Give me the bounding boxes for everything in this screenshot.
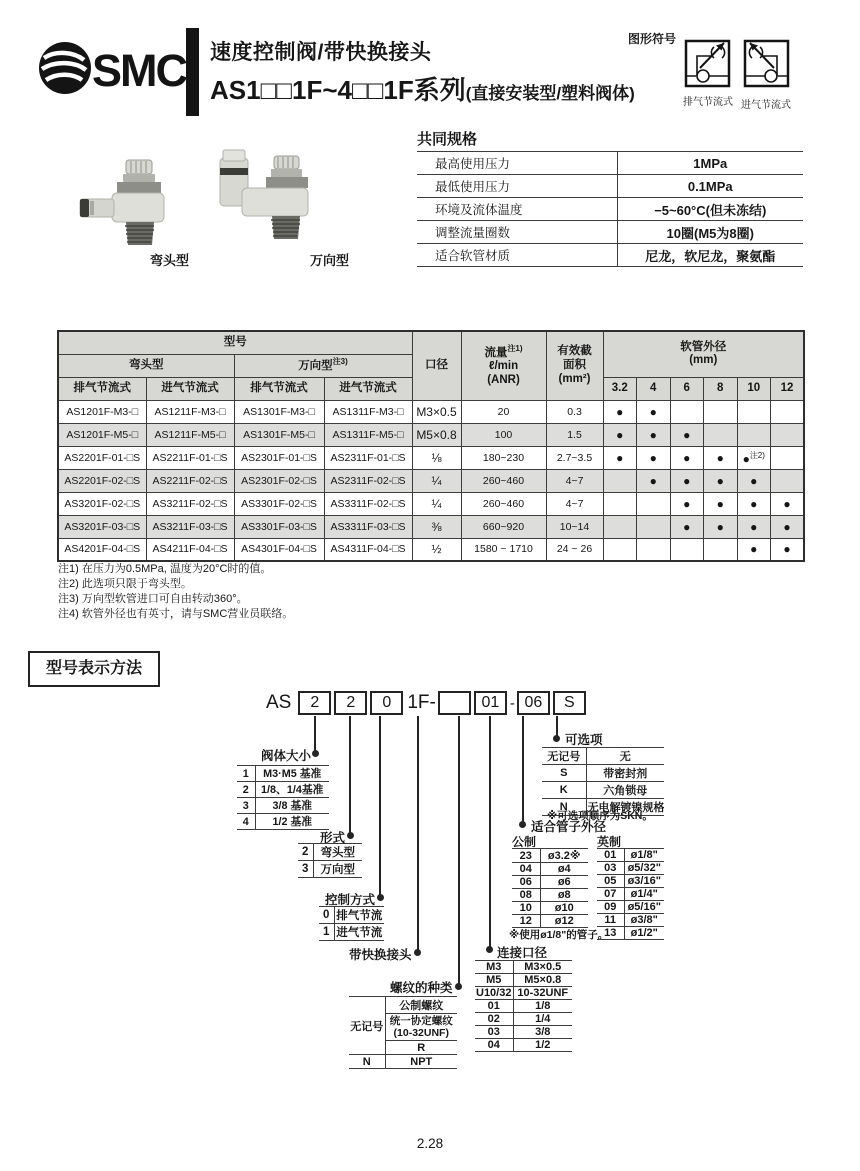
model-cell: AS3301F-03-□S — [234, 515, 324, 538]
series-code: AS1□□1F~4□□1F系列 — [210, 75, 466, 105]
table-row: 2 1/8、1/4基准 — [237, 782, 329, 798]
table-row — [58, 446, 804, 469]
flow-cell: 100 — [461, 423, 546, 446]
callout-label-tube: 适合管子外径 — [531, 820, 607, 834]
model-cell: AS3211F-02-□S — [146, 492, 234, 515]
common-specs-table — [417, 151, 803, 267]
table-row: 01 1/8 — [475, 1000, 572, 1013]
table-row: 06 ø6 — [512, 876, 588, 889]
table-row: 23 ø3.2※ — [512, 849, 588, 863]
dot-cell: ● — [603, 446, 637, 469]
header-size: 3.2 — [603, 377, 637, 400]
dot-cell: ● — [771, 538, 805, 561]
ordering-code — [266, 691, 589, 715]
dot-cell — [603, 515, 637, 538]
callout-label-fitting: 带快换接头 — [349, 948, 412, 962]
table-row: 无记号 无 — [542, 748, 664, 765]
thread-type-table — [349, 996, 457, 1069]
table-row: K 六角锁母 — [542, 782, 664, 799]
table-row: 4 1/2 基准 — [237, 814, 329, 830]
model-selection-table — [57, 330, 805, 562]
common-specs-title: 共同规格 — [417, 131, 478, 148]
model-cell: AS3301F-02-□S — [234, 492, 324, 515]
dot-cell: ● — [603, 423, 637, 446]
header-elbow: 弯头型 — [58, 354, 234, 377]
options-note: ※可选项顺序为SKN。 — [547, 810, 653, 822]
callout-line-control — [379, 716, 381, 897]
table-row: 2 弯头型 — [298, 844, 362, 861]
table-row: M3 M3×0.5 — [475, 961, 572, 974]
flow-cell: 660~920 — [461, 515, 546, 538]
table-row — [417, 198, 803, 221]
tube-metric-note: ※使用ø1/8"的管子。 — [509, 929, 609, 941]
header-size: 10 — [737, 377, 771, 400]
note-line: 注4) 软管外径也有英寸，请与SMC营业员联络。 — [58, 608, 294, 620]
spec-name: 环境及流体温度 — [417, 198, 617, 221]
header-bore: 口径 — [412, 331, 461, 400]
symbol-caption-meter-out: 排气节流式 — [683, 97, 733, 108]
dot-cell — [670, 538, 704, 561]
dot-cell — [637, 538, 671, 561]
pneumatic-symbol-meter-in-icon — [742, 38, 790, 95]
flow-cell: 260~460 — [461, 492, 546, 515]
model-cell: AS1301F-M5-□ — [234, 423, 324, 446]
model-cell: AS4301F-04-□S — [234, 538, 324, 561]
dot-cell — [637, 515, 671, 538]
model-cell: AS4311F-04-□S — [324, 538, 412, 561]
symbol-caption-meter-in: 进气节流式 — [741, 100, 791, 111]
dot-cell: ● — [603, 400, 637, 423]
dot-cell: ● — [737, 492, 771, 515]
table-row: 3 万向型 — [298, 861, 362, 878]
page-title: 速度控制阀/带快换接头 — [210, 41, 432, 64]
dot-cell: ● — [670, 515, 704, 538]
callout-line-body-type — [349, 716, 351, 834]
dot-cell: ● — [771, 515, 805, 538]
header-meter-out: 排气节流式 — [58, 377, 146, 400]
dot-cell — [603, 492, 637, 515]
dot-cell — [771, 469, 805, 492]
bore-cell: ½ — [412, 538, 461, 561]
table-row: 13 ø1/2" — [597, 927, 664, 940]
page-number: 2.28 — [416, 1136, 444, 1151]
model-cell: AS3201F-02-□S — [58, 492, 146, 515]
table-row: M5 M5×0.8 — [475, 974, 572, 987]
header-meter-in: 进气节流式 — [146, 377, 234, 400]
dot-cell — [704, 538, 738, 561]
table-row: R — [349, 1041, 457, 1055]
table-row: N NPT — [349, 1055, 457, 1069]
dot-cell — [603, 538, 637, 561]
dot-cell: ● — [737, 469, 771, 492]
callout-line-fitting — [417, 716, 419, 952]
flow-cell: 1580 ~ 1710 — [461, 538, 546, 561]
code-box-body-type: 2 — [334, 691, 367, 715]
smc-logo — [36, 36, 186, 103]
dot-cell: ● — [670, 492, 704, 515]
model-cell: AS2201F-02-□S — [58, 469, 146, 492]
header-divider-bar — [186, 28, 199, 116]
spec-value: 尼龙，软尼龙，聚氨酯 — [617, 244, 803, 267]
header-universal: 万向型$^{注3)}$ — [234, 354, 412, 377]
table-row — [58, 492, 804, 515]
model-cell: AS2301F-02-□S — [234, 469, 324, 492]
table-row: 12 ø12 — [512, 915, 588, 928]
dot-note: 注2) — [749, 450, 765, 460]
port-size-table — [475, 960, 572, 1052]
header-tube-od: 软管外径 (mm) — [603, 331, 804, 377]
product-photo-universal — [212, 146, 327, 263]
table-row: 07 ø1/4" — [597, 888, 664, 901]
code-box-control: 0 — [370, 691, 403, 715]
area-cell: 24 ~ 26 — [546, 538, 603, 561]
model-cell: AS1211F-M5-□ — [146, 423, 234, 446]
header-meter-out: 排气节流式 — [234, 377, 324, 400]
dot-cell — [603, 469, 637, 492]
model-cell: AS2211F-01-□S — [146, 446, 234, 469]
tube-imperial-table — [597, 848, 664, 940]
table-row: N 无电解镀镍规格 — [542, 799, 664, 816]
callout-line-valve-size — [314, 716, 316, 752]
table-row — [58, 469, 804, 492]
spec-name: 适合软管材质 — [417, 244, 617, 267]
model-cell: AS2311F-01-□S — [324, 446, 412, 469]
title-block — [210, 36, 635, 107]
table-row: 01 ø1/8" — [597, 849, 664, 862]
header-meter-in: 进气节流式 — [324, 377, 412, 400]
model-cell: AS3201F-03-□S — [58, 515, 146, 538]
header-size: 6 — [670, 377, 704, 400]
model-cell: AS1201F-M5-□ — [58, 423, 146, 446]
code-box-thread — [438, 691, 471, 715]
table-row: 04 ø4 — [512, 863, 588, 876]
callout-dot-control — [377, 894, 384, 901]
area-cell: 4~7 — [546, 492, 603, 515]
dot-cell: ● — [670, 469, 704, 492]
dot-cell: ● — [737, 515, 771, 538]
series-title — [210, 70, 635, 107]
dot-cell: ● — [637, 423, 671, 446]
dot-cell: ● — [704, 492, 738, 515]
table-row: 1 进气节流 — [319, 924, 384, 941]
dot-cell — [704, 423, 738, 446]
model-cell: AS4211F-04-□S — [146, 538, 234, 561]
dot-cell: ● — [670, 446, 704, 469]
model-cell: AS1301F-M3-□ — [234, 400, 324, 423]
callout-label-thread: 螺纹的种类 — [390, 981, 453, 995]
dot-cell: ● — [704, 515, 738, 538]
model-cell: AS2201F-01-□S — [58, 446, 146, 469]
code-dash: - — [509, 694, 515, 712]
pneumatic-symbol-meter-out-icon — [684, 38, 732, 95]
spec-value: 10圈(M5为8圈) — [617, 221, 803, 244]
photo-label-elbow: 弯头型 — [150, 253, 190, 268]
note-line: 注3) 万向型软管进口可自由转动360°。 — [58, 593, 248, 605]
dot-cell — [737, 423, 771, 446]
callout-dot-fitting — [414, 949, 421, 956]
graphic-symbols-label: 图形符号 — [628, 32, 677, 46]
spec-name: 最低使用压力 — [417, 175, 617, 198]
code-fitting-suffix: 1F- — [407, 692, 436, 713]
callout-line-port — [489, 716, 491, 949]
header-flow: 流量$^{注1)}$ ℓ/min (ANR) — [461, 331, 546, 400]
table-row — [417, 244, 803, 267]
model-cell: AS2311F-02-□S — [324, 469, 412, 492]
photo-label-universal: 万向型 — [310, 253, 350, 268]
callout-dot-port — [486, 946, 493, 953]
dot-cell — [737, 400, 771, 423]
bore-cell: ¼ — [412, 469, 461, 492]
spec-value: 0.1MPa — [617, 175, 803, 198]
callout-label-control: 控制方式 — [325, 893, 376, 907]
dot-cell — [771, 446, 805, 469]
dot-cell — [704, 400, 738, 423]
table-row — [58, 515, 804, 538]
bore-cell: M5×0.8 — [412, 423, 461, 446]
spec-name: 调整流量圈数 — [417, 221, 617, 244]
bore-cell: ⅜ — [412, 515, 461, 538]
tube-metric-table — [512, 848, 588, 928]
code-box-option: S — [553, 691, 586, 715]
table-row: S 带密封剂 — [542, 765, 664, 782]
bore-cell: M3×0.5 — [412, 400, 461, 423]
body-type-table — [298, 843, 362, 878]
code-box-port: 01 — [474, 691, 507, 715]
dot-cell: ● — [704, 446, 738, 469]
dot-cell — [771, 423, 805, 446]
table-row: U10/32 10-32UNF — [475, 987, 572, 1000]
table-row: 0 排气节流 — [319, 907, 384, 924]
dot-cell — [771, 400, 805, 423]
table-row — [58, 538, 804, 561]
table-row — [417, 152, 803, 175]
tube-metric-label: 公制 — [512, 835, 537, 849]
dot-cell: ● — [637, 469, 671, 492]
valve-size-table — [237, 765, 329, 830]
table-row: 03 ø5/32" — [597, 862, 664, 875]
table-row — [58, 423, 804, 446]
ordering-section-title: 型号表示方法 — [28, 651, 160, 687]
table-row: 统一协定螺纹(10-32UNF) — [349, 1014, 457, 1041]
table-row: 09 ø5/16" — [597, 901, 664, 914]
model-cell: AS3311F-02-□S — [324, 492, 412, 515]
area-cell: 0.3 — [546, 400, 603, 423]
callout-label-valve-size: 阀体大小 — [261, 749, 312, 763]
header-size: 8 — [704, 377, 738, 400]
code-box-tube: 06 — [517, 691, 550, 715]
model-cell: AS1311F-M5-□ — [324, 423, 412, 446]
flow-cell: 180~230 — [461, 446, 546, 469]
dot-cell: ● — [637, 400, 671, 423]
dot-cell — [670, 400, 704, 423]
spec-value: 1MPa — [617, 152, 803, 175]
header-model: 型号 — [58, 331, 412, 354]
callout-dot-options — [553, 735, 560, 742]
bore-cell: ¼ — [412, 492, 461, 515]
table-row: 03 3/8 — [475, 1026, 572, 1039]
footnotes — [58, 562, 293, 622]
dot-cell: ● — [670, 423, 704, 446]
brand-text: SMC — [92, 45, 186, 96]
table-row: 02 1/4 — [475, 1013, 572, 1026]
area-cell: 1.5 — [546, 423, 603, 446]
note-line: 注1) 在压力为0.5MPa, 温度为20°C时的值。 — [58, 563, 272, 575]
flow-cell: 20 — [461, 400, 546, 423]
model-cell: AS4201F-04-□S — [58, 538, 146, 561]
model-cell: AS3211F-03-□S — [146, 515, 234, 538]
callout-dot-thread — [455, 983, 462, 990]
table-row: 05 ø3/16" — [597, 875, 664, 888]
code-box-valve-size: 2 — [298, 691, 331, 715]
spec-name: 最高使用压力 — [417, 152, 617, 175]
table-header-row — [58, 331, 804, 354]
area-cell: 4~7 — [546, 469, 603, 492]
series-suffix: (直接安装型/塑料阀体) — [465, 84, 635, 103]
table-row: 11 ø3/8" — [597, 914, 664, 927]
table-row: 04 1/2 — [475, 1039, 572, 1052]
note-line: 注2) 此选项只限于弯头型。 — [58, 578, 192, 590]
callout-line-thread — [458, 716, 460, 986]
callout-dot-body-type — [347, 832, 354, 839]
header-size: 4 — [637, 377, 671, 400]
code-prefix: AS — [266, 692, 292, 713]
model-cell: AS3311F-03-□S — [324, 515, 412, 538]
bore-cell: ⅛ — [412, 446, 461, 469]
tube-imperial-label: 英制 — [597, 835, 622, 849]
flow-cell: 260~460 — [461, 469, 546, 492]
dot-cell: ● — [637, 446, 671, 469]
model-cell: AS1201F-M3-□ — [58, 400, 146, 423]
dot-cell: ● — [737, 538, 771, 561]
callout-label-port: 连接口径 — [497, 946, 548, 960]
dot-cell — [637, 492, 671, 515]
model-cell: AS2211F-02-□S — [146, 469, 234, 492]
callout-dot-valve-size — [312, 750, 319, 757]
callout-label-options: 可选项 — [565, 733, 603, 747]
dot-cell: ● — [771, 492, 805, 515]
table-row: 08 ø8 — [512, 889, 588, 902]
callout-label-body-type: 形式 — [320, 831, 346, 845]
table-row: 无记号 公制螺纹 — [349, 997, 457, 1014]
table-row: 1 M3·M5 基准 — [237, 766, 329, 782]
table-row: 3 3/8 基准 — [237, 798, 329, 814]
spec-value: −5~60°C(但未冻结) — [617, 198, 803, 221]
model-cell: AS2301F-01-□S — [234, 446, 324, 469]
header-area: 有效截 面积 (mm²) — [546, 331, 603, 400]
table-row — [417, 175, 803, 198]
dot-cell: ● — [704, 469, 738, 492]
control-table — [319, 906, 384, 941]
area-cell: 2.7~3.5 — [546, 446, 603, 469]
dot-cell: ●$^{注2)}$ — [737, 446, 771, 469]
product-photo-elbow — [68, 158, 193, 263]
area-cell: 10~14 — [546, 515, 603, 538]
model-cell: AS1311F-M3-□ — [324, 400, 412, 423]
table-row — [58, 400, 804, 423]
header-size: 12 — [771, 377, 805, 400]
options-table — [542, 747, 664, 816]
table-row — [417, 221, 803, 244]
callout-dot-tube — [519, 821, 526, 828]
callout-line-tube — [522, 716, 524, 824]
table-row: 10 ø10 — [512, 902, 588, 915]
model-cell: AS1211F-M3-□ — [146, 400, 234, 423]
